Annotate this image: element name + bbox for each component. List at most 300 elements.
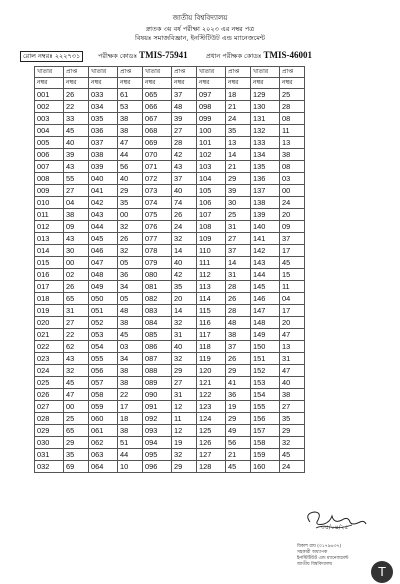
marks-cell: 27: [280, 401, 305, 413]
marks-cell: 32: [118, 245, 143, 257]
marks-cell: 21: [226, 161, 251, 173]
script-number-cell: 094: [143, 437, 172, 449]
marks-cell: 31: [226, 269, 251, 281]
script-number-cell: 085: [143, 329, 172, 341]
marks-cell: 35: [172, 281, 197, 293]
script-number-cell: 005: [35, 137, 64, 149]
script-number-cell: 070: [143, 149, 172, 161]
script-number-cell: 097: [197, 89, 226, 101]
script-number-cell: 160: [251, 461, 280, 473]
table-row: [35, 437, 305, 449]
examiner-code: [98, 50, 188, 62]
script-number-cell: 055: [89, 353, 118, 365]
marks-cell: 69: [64, 461, 89, 473]
marks-cell: 45: [118, 329, 143, 341]
marks-cell: 48: [118, 305, 143, 317]
table-row: [35, 125, 305, 137]
table-row: [35, 341, 305, 353]
table-row: [35, 281, 305, 293]
marks-cell: 17: [280, 245, 305, 257]
marks-cell: 29: [118, 185, 143, 197]
marks-cell: 38: [64, 209, 89, 221]
script-number-header: নম্বর: [35, 78, 64, 89]
script-number-cell: 146: [251, 293, 280, 305]
script-number-cell: 108: [197, 221, 226, 233]
marks-cell: 27: [226, 233, 251, 245]
marks-table-header: [35, 67, 305, 89]
marks-cell: 24: [172, 221, 197, 233]
script-number-cell: 089: [143, 377, 172, 389]
marks-cell: 21: [226, 101, 251, 113]
script-number-cell: 075: [143, 209, 172, 221]
examiner-code-value: TMIS-75941: [139, 50, 188, 60]
script-number-header: খাতার: [143, 67, 172, 78]
marks-cell: 12: [172, 425, 197, 437]
obtained-marks-header: নম্বর: [280, 78, 305, 89]
script-number-cell: 133: [251, 137, 280, 149]
marks-cell: 38: [226, 329, 251, 341]
script-number-cell: 141: [251, 233, 280, 245]
marks-cell: 47: [280, 329, 305, 341]
marks-cell: 11: [280, 125, 305, 137]
script-number-cell: 098: [197, 101, 226, 113]
marks-cell: 14: [172, 305, 197, 317]
table-row: [35, 245, 305, 257]
marks-cell: 65: [64, 425, 89, 437]
marks-cell: 31: [64, 305, 89, 317]
examiner-code-label: পরীক্ষক কোডঃ: [98, 52, 138, 60]
script-number-cell: 081: [143, 281, 172, 293]
script-number-cell: 054: [89, 341, 118, 353]
marks-cell: 38: [118, 425, 143, 437]
script-number-cell: 088: [143, 365, 172, 377]
marks-cell: 31: [280, 353, 305, 365]
marks-cell: 00: [118, 209, 143, 221]
table-row: [35, 89, 305, 101]
marks-cell: 62: [64, 341, 89, 353]
script-number-cell: 039: [89, 161, 118, 173]
script-number-cell: 096: [143, 461, 172, 473]
script-number-cell: 138: [251, 197, 280, 209]
script-number-cell: 025: [35, 377, 64, 389]
roll-number-box: রোল নম্বরঃ ২২২৭৩১: [20, 51, 83, 62]
marks-cell: 15: [280, 269, 305, 281]
script-number-cell: 063: [89, 449, 118, 461]
marks-cell: 47: [64, 389, 89, 401]
script-number-cell: 113: [197, 281, 226, 293]
script-number-cell: 123: [197, 401, 226, 413]
marks-cell: 55: [64, 173, 89, 185]
script-number-cell: 157: [251, 425, 280, 437]
marks-cell: 56: [226, 437, 251, 449]
marks-cell: 10: [118, 461, 143, 473]
marks-cell: 26: [64, 281, 89, 293]
script-number-cell: 129: [251, 89, 280, 101]
script-number-cell: 102: [197, 149, 226, 161]
marks-cell: 38: [118, 377, 143, 389]
marks-cell: 37: [280, 233, 305, 245]
script-number-cell: 003: [35, 113, 64, 125]
script-number-cell: 112: [197, 269, 226, 281]
marks-cell: 34: [118, 353, 143, 365]
script-number-cell: 073: [143, 185, 172, 197]
script-number-cell: 117: [197, 329, 226, 341]
script-number-cell: 120: [197, 365, 226, 377]
marks-cell: 40: [172, 185, 197, 197]
marks-cell: 14: [226, 257, 251, 269]
marks-cell: 61: [118, 89, 143, 101]
script-number-cell: 090: [143, 389, 172, 401]
exam-code-line: [20, 50, 390, 62]
marks-cell: 38: [118, 125, 143, 137]
script-number-cell: 034: [89, 101, 118, 113]
marks-cell: 26: [118, 233, 143, 245]
marks-cell: 20: [280, 209, 305, 221]
marks-cell: 28: [172, 137, 197, 149]
marks-cell: 27: [172, 125, 197, 137]
marks-cell: 26: [64, 89, 89, 101]
marks-cell: 45: [226, 461, 251, 473]
script-number-cell: 013: [35, 233, 64, 245]
marks-cell: 40: [280, 377, 305, 389]
script-number-cell: 127: [197, 449, 226, 461]
script-number-cell: 004: [35, 125, 64, 137]
script-number-cell: 051: [89, 305, 118, 317]
script-number-cell: 015: [35, 257, 64, 269]
marks-cell: 34: [118, 281, 143, 293]
script-number-cell: 152: [251, 365, 280, 377]
script-number-cell: 002: [35, 101, 64, 113]
script-number-cell: 017: [35, 281, 64, 293]
marks-cell: 21: [226, 449, 251, 461]
script-number-cell: 047: [89, 257, 118, 269]
obtained-marks-header: প্রাপ্ত: [226, 67, 251, 78]
script-number-cell: 110: [197, 245, 226, 257]
marks-cell: 13: [226, 137, 251, 149]
script-number-cell: 082: [143, 293, 172, 305]
script-number-cell: 014: [35, 245, 64, 257]
subject-line: বিষয়ঃ সমাজবিজ্ঞান, ইনস্টিটিউট এন্ড ম্যানেজমেন্ট: [135, 34, 265, 42]
marks-cell: 29: [64, 437, 89, 449]
marks-cell: 35: [64, 449, 89, 461]
script-number-cell: 071: [143, 161, 172, 173]
table-row: [35, 293, 305, 305]
script-number-cell: 142: [251, 245, 280, 257]
marks-cell: 00: [280, 185, 305, 197]
script-number-cell: 046: [89, 245, 118, 257]
marks-cell: 00: [64, 257, 89, 269]
script-number-cell: 124: [197, 413, 226, 425]
table-row: [35, 449, 305, 461]
marks-cell: 32: [64, 365, 89, 377]
marks-cell: 11: [280, 281, 305, 293]
stamp-name: বিকাশ রায় (০১৭৯৬৩৭): [297, 544, 342, 549]
script-number-cell: 101: [197, 137, 226, 149]
script-number-cell: 044: [89, 221, 118, 233]
marks-table: [34, 66, 305, 473]
table-row: [35, 137, 305, 149]
script-number-header: খাতার: [251, 67, 280, 78]
table-row: [35, 269, 305, 281]
marks-cell: 03: [280, 173, 305, 185]
script-number-header: খাতার: [197, 67, 226, 78]
marks-cell: 35: [280, 413, 305, 425]
signature-stamp: [297, 524, 349, 568]
marks-cell: 32: [172, 317, 197, 329]
script-number-cell: 156: [251, 413, 280, 425]
script-number-cell: 092: [143, 413, 172, 425]
script-number-cell: 134: [251, 149, 280, 161]
marks-cell: 65: [64, 293, 89, 305]
script-number-cell: 053: [89, 329, 118, 341]
script-number-cell: 008: [35, 173, 64, 185]
script-number-cell: 095: [143, 449, 172, 461]
marks-cell: 29: [226, 365, 251, 377]
script-number-cell: 080: [143, 269, 172, 281]
stamp-university: জাতীয় বিশ্ববিদ্যালয়: [297, 562, 333, 567]
marks-cell: 45: [64, 377, 89, 389]
marks-cell: 24: [226, 113, 251, 125]
stamp-title: সহকারী অধ্যাপক: [297, 550, 328, 555]
script-number-cell: 154: [251, 389, 280, 401]
script-number-cell: 119: [197, 353, 226, 365]
script-number-header: খাতার: [35, 67, 64, 78]
marks-cell: 12: [172, 401, 197, 413]
script-number-cell: 144: [251, 269, 280, 281]
script-number-cell: 125: [197, 425, 226, 437]
obtained-marks-header: নম্বর: [172, 78, 197, 89]
table-row: [35, 461, 305, 473]
marks-cell: 43: [64, 161, 89, 173]
script-number-cell: 147: [251, 305, 280, 317]
script-number-cell: 021: [35, 329, 64, 341]
marks-cell: 18: [226, 89, 251, 101]
marks-cell: 36: [226, 389, 251, 401]
marks-cell: 26: [226, 353, 251, 365]
script-number-cell: 116: [197, 317, 226, 329]
script-number-cell: 041: [89, 185, 118, 197]
script-number-cell: 009: [35, 185, 64, 197]
marks-cell: 05: [118, 293, 143, 305]
script-number-cell: 042: [89, 197, 118, 209]
script-number-cell: 058: [89, 389, 118, 401]
script-number-cell: 135: [251, 161, 280, 173]
script-number-cell: 148: [251, 317, 280, 329]
marks-cell: 32: [280, 437, 305, 449]
marks-cell: 47: [118, 137, 143, 149]
marks-cell: 02: [64, 269, 89, 281]
script-number-cell: 137: [251, 185, 280, 197]
marks-cell: 39: [64, 149, 89, 161]
marks-cell: 38: [118, 365, 143, 377]
head-examiner-code-label: প্রধান পরীক্ষক কোডঃ: [206, 52, 262, 60]
marks-cell: 39: [172, 113, 197, 125]
script-number-cell: 069: [143, 137, 172, 149]
script-number-cell: 024: [35, 365, 64, 377]
script-number-cell: 020: [35, 317, 64, 329]
script-number-cell: 109: [197, 233, 226, 245]
marks-cell: 43: [64, 233, 89, 245]
table-row: [35, 365, 305, 377]
script-number-cell: 016: [35, 269, 64, 281]
table-row: [35, 377, 305, 389]
script-number-cell: 079: [143, 257, 172, 269]
marks-cell: 37: [172, 173, 197, 185]
marks-cell: 00: [64, 401, 89, 413]
table-row: [35, 401, 305, 413]
marks-table-body: [35, 89, 305, 473]
marks-cell: 40: [172, 341, 197, 353]
script-number-cell: 011: [35, 209, 64, 221]
script-number-cell: 159: [251, 449, 280, 461]
script-number-cell: 153: [251, 377, 280, 389]
script-number-cell: 030: [35, 437, 64, 449]
marks-cell: 32: [172, 233, 197, 245]
table-row: [35, 413, 305, 425]
obtained-marks-header: নম্বর: [226, 78, 251, 89]
marks-cell: 37: [226, 245, 251, 257]
script-number-cell: 062: [89, 437, 118, 449]
marks-cell: 17: [118, 401, 143, 413]
script-number-cell: 060: [89, 413, 118, 425]
table-row: [35, 317, 305, 329]
script-number-header: নম্বর: [197, 78, 226, 89]
table-row: [35, 221, 305, 233]
script-number-cell: 078: [143, 245, 172, 257]
table-row: [35, 185, 305, 197]
marks-cell: 22: [118, 389, 143, 401]
marks-cell: 08: [280, 113, 305, 125]
marks-cell: 40: [64, 137, 89, 149]
script-number-cell: 091: [143, 401, 172, 413]
marks-cell: 29: [226, 173, 251, 185]
marks-cell: 25: [226, 209, 251, 221]
marks-cell: 32: [172, 449, 197, 461]
script-number-cell: 037: [89, 137, 118, 149]
script-number-cell: 115: [197, 305, 226, 317]
script-number-cell: 076: [143, 221, 172, 233]
marks-cell: 48: [226, 317, 251, 329]
table-row: [35, 101, 305, 113]
script-number-cell: 018: [35, 293, 64, 305]
marks-cell: 47: [280, 365, 305, 377]
script-number-cell: 150: [251, 341, 280, 353]
script-number-cell: 029: [35, 425, 64, 437]
script-number-cell: 040: [89, 173, 118, 185]
script-number-cell: 045: [89, 233, 118, 245]
script-number-cell: 019: [35, 305, 64, 317]
obtained-marks-header: নম্বর: [64, 78, 89, 89]
script-number-cell: 072: [143, 173, 172, 185]
script-number-cell: 155: [251, 401, 280, 413]
obtained-marks-header: প্রাপ্ত: [280, 67, 305, 78]
marks-cell: 29: [172, 365, 197, 377]
marks-cell: 33: [64, 113, 89, 125]
marks-cell: 05: [118, 257, 143, 269]
script-number-cell: 136: [251, 173, 280, 185]
script-number-cell: 118: [197, 341, 226, 353]
marks-cell: 37: [172, 89, 197, 101]
script-number-cell: 074: [143, 197, 172, 209]
marks-cell: 44: [118, 149, 143, 161]
script-number-cell: 132: [251, 125, 280, 137]
script-number-cell: 038: [89, 149, 118, 161]
script-number-cell: 032: [35, 461, 64, 473]
marks-cell: 19: [172, 437, 197, 449]
marks-cell: 27: [64, 185, 89, 197]
script-number-cell: 007: [35, 161, 64, 173]
marks-cell: 26: [226, 293, 251, 305]
marks-cell: 27: [64, 317, 89, 329]
marks-cell: 18: [118, 413, 143, 425]
marks-cell: 22: [64, 101, 89, 113]
table-row: [35, 257, 305, 269]
signature-date: ০৫/০৪/২৫: [321, 524, 349, 531]
script-number-cell: 114: [197, 293, 226, 305]
script-number-cell: 033: [89, 89, 118, 101]
marks-cell: 29: [172, 461, 197, 473]
marks-cell: 40: [118, 173, 143, 185]
script-number-cell: 086: [143, 341, 172, 353]
exam-title: স্নাতক ৩য় বর্ষ পরীক্ষা ২০২৩ এর নম্বর পত্র: [145, 25, 255, 33]
marks-cell: 45: [280, 257, 305, 269]
obtained-marks-header: প্রাপ্ত: [172, 67, 197, 78]
script-number-cell: 128: [197, 461, 226, 473]
marks-cell: 49: [226, 425, 251, 437]
marks-cell: 03: [118, 341, 143, 353]
script-number-cell: 131: [251, 113, 280, 125]
script-number-cell: 026: [35, 389, 64, 401]
script-number-cell: 056: [89, 365, 118, 377]
marks-cell: 26: [172, 209, 197, 221]
marks-cell: 38: [118, 317, 143, 329]
script-number-cell: 158: [251, 437, 280, 449]
marks-cell: 39: [226, 185, 251, 197]
script-number-cell: 010: [35, 197, 64, 209]
marks-cell: 37: [226, 341, 251, 353]
script-number-cell: 111: [197, 257, 226, 269]
marks-cell: 51: [118, 437, 143, 449]
marks-cell: 17: [280, 305, 305, 317]
script-number-header: খাতার: [89, 67, 118, 78]
script-number-cell: 027: [35, 401, 64, 413]
script-number-cell: 100: [197, 125, 226, 137]
marks-cell: 27: [172, 377, 197, 389]
obtained-marks-header: নম্বর: [118, 78, 143, 89]
table-row: [35, 353, 305, 365]
marks-cell: 24: [280, 197, 305, 209]
table-row: [35, 329, 305, 341]
marks-cell: 08: [280, 161, 305, 173]
script-number-cell: 006: [35, 149, 64, 161]
script-number-cell: 104: [197, 173, 226, 185]
script-number-cell: 130: [251, 101, 280, 113]
script-number-cell: 067: [143, 113, 172, 125]
head-examiner-code: [206, 50, 312, 62]
marks-cell: 22: [64, 329, 89, 341]
marks-cell: 31: [172, 389, 197, 401]
table-row: [35, 425, 305, 437]
script-number-cell: 105: [197, 185, 226, 197]
marks-cell: 43: [64, 353, 89, 365]
table-row: [35, 389, 305, 401]
marks-cell: 38: [118, 113, 143, 125]
script-number-cell: 064: [89, 461, 118, 473]
script-number-cell: 043: [89, 209, 118, 221]
marks-cell: 42: [172, 149, 197, 161]
script-number-cell: 028: [35, 413, 64, 425]
script-number-cell: 143: [251, 257, 280, 269]
